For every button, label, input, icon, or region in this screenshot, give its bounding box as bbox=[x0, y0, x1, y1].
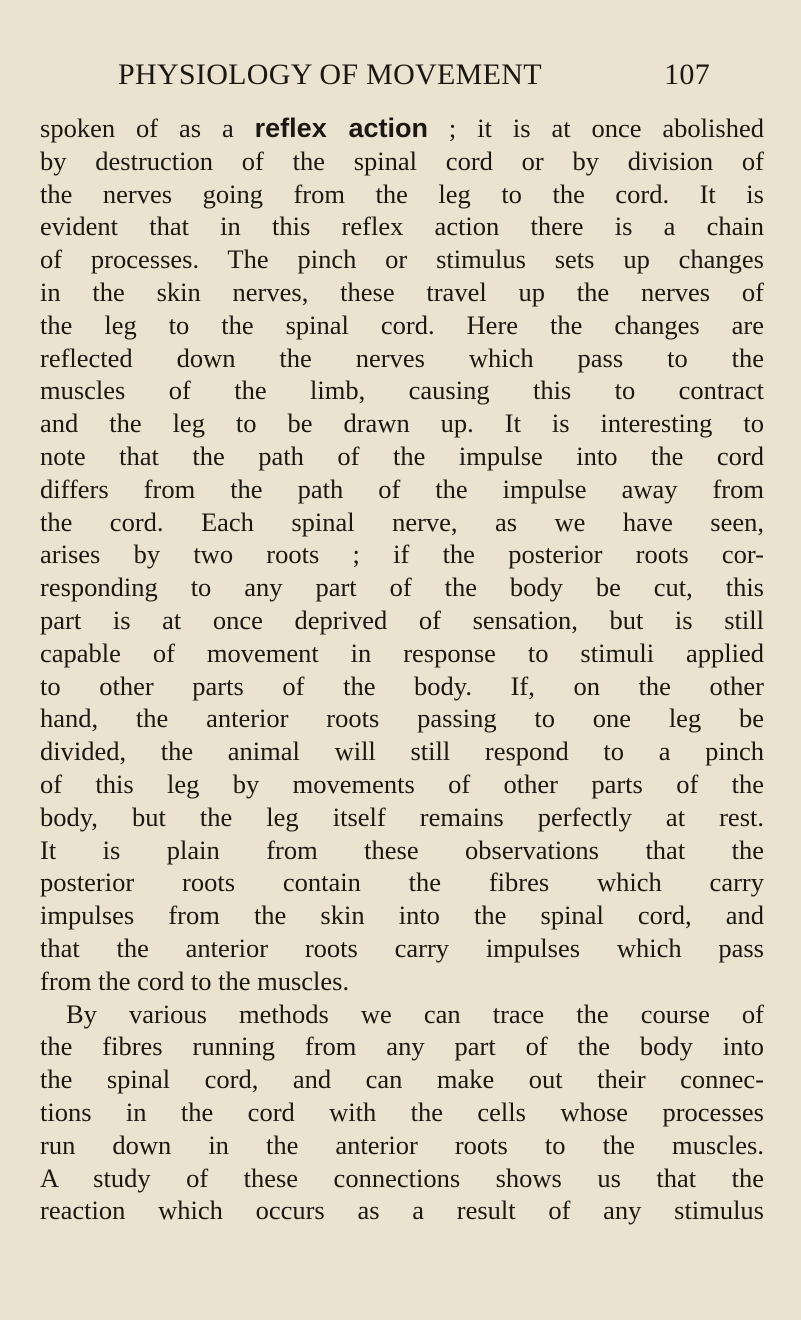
text-line: tions in the cord with the cells whose processes bbox=[40, 1096, 764, 1127]
text-line: It is plain from these observations that the bbox=[40, 834, 764, 865]
text-line: A study of these connections shows us that the bbox=[40, 1162, 764, 1193]
text-line: the fibres running from any part of the body into bbox=[40, 1031, 764, 1062]
emphasized-term: reflex action bbox=[254, 113, 429, 143]
page-header bbox=[118, 56, 710, 94]
text-line: divided, the animal will still respond to a pinch bbox=[40, 736, 764, 767]
text-line: hand, the anterior roots passing to one leg be bbox=[40, 703, 764, 734]
text-line: the leg to the spinal cord. Here the changes are bbox=[40, 309, 764, 340]
text-line: by destruction of the spinal cord or by division of bbox=[40, 145, 764, 176]
text-line: that the anterior roots carry impulses which pass bbox=[40, 932, 764, 963]
running-head: PHYSIOLOGY OF MOVEMENT bbox=[118, 58, 542, 91]
text-line bbox=[40, 112, 764, 145]
text-line: arises by two roots ; if the posterior roots cor- bbox=[40, 539, 764, 570]
text-line: to other parts of the body. If, on the other bbox=[40, 670, 764, 701]
text-line: differs from the path of the impulse away from bbox=[40, 473, 764, 504]
text-line: By various methods we can trace the course of bbox=[66, 998, 764, 1029]
page-number: 107 bbox=[664, 58, 710, 91]
text-line: and the leg to be drawn up. It is interesting to bbox=[40, 408, 764, 439]
text-line: from the cord to the muscles. bbox=[40, 965, 350, 996]
text-line: evident that in this reflex action there is a chain bbox=[40, 211, 764, 242]
text-line: muscles of the limb, causing this to contract bbox=[40, 375, 764, 406]
text-line: the spinal cord, and can make out their connec- bbox=[40, 1064, 764, 1095]
text-line: capable of movement in response to stimuli applied bbox=[40, 637, 764, 668]
text-line: of processes. The pinch or stimulus sets up changes bbox=[40, 244, 764, 275]
body-text bbox=[40, 112, 764, 1227]
text-line: impulses from the skin into the spinal cord, and bbox=[40, 900, 764, 931]
text-line: run down in the anterior roots to the muscles. bbox=[40, 1129, 764, 1160]
text-segment: ; it is at once abolished bbox=[428, 113, 764, 143]
text-line: in the skin nerves, these travel up the nerves of bbox=[40, 276, 764, 307]
text-line: reflected down the nerves which pass to the bbox=[40, 342, 764, 373]
text-line: part is at once deprived of sensation, but is still bbox=[40, 604, 764, 635]
text-segment: spoken of as a bbox=[40, 113, 255, 143]
text-line: reaction which occurs as a result of any stimulus bbox=[40, 1195, 764, 1226]
text-line: the cord. Each spinal nerve, as we have seen, bbox=[40, 506, 764, 537]
text-line: responding to any part of the body be cut, this bbox=[40, 572, 764, 603]
text-line: the nerves going from the leg to the cord. It is bbox=[40, 178, 764, 209]
text-line: of this leg by movements of other parts of the bbox=[40, 768, 764, 799]
text-line: posterior roots contain the fibres which carry bbox=[40, 867, 764, 898]
text-line: note that the path of the impulse into the cord bbox=[40, 440, 764, 471]
text-line: body, but the leg itself remains perfectly at rest. bbox=[40, 801, 764, 832]
